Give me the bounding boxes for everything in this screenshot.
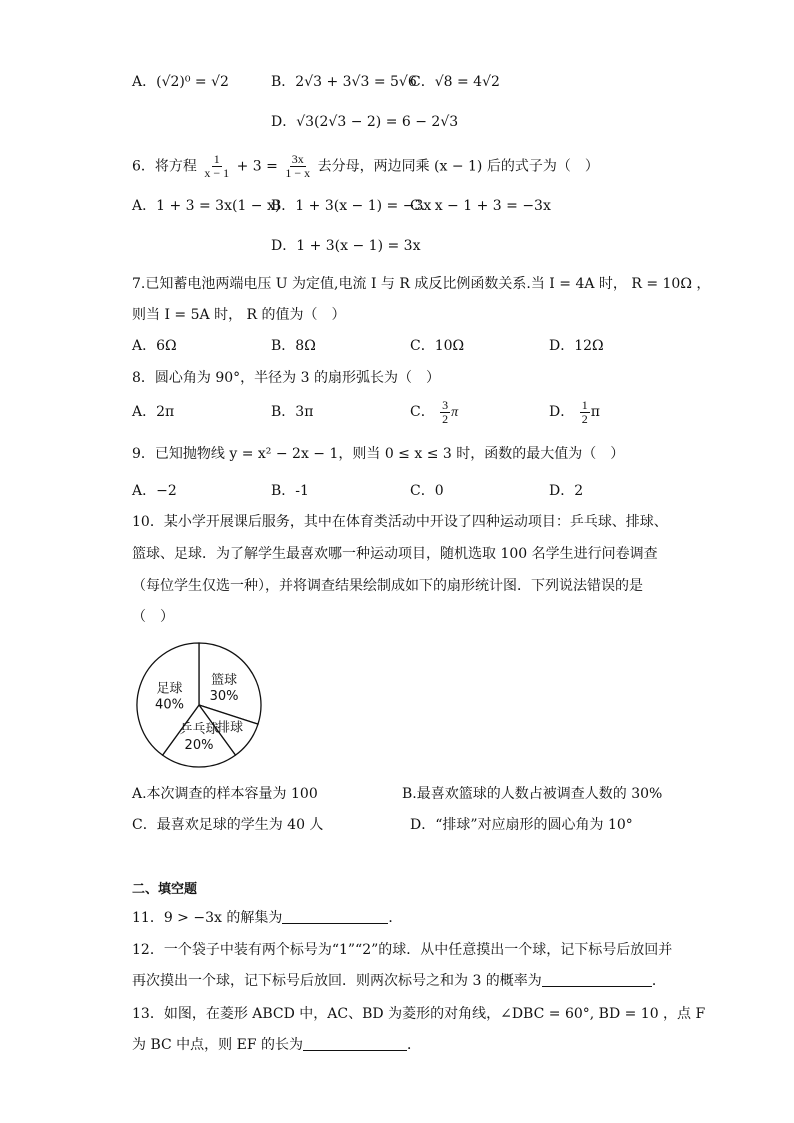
- q8-d-pi: π: [590, 404, 600, 420]
- q9-option-a: A．−2: [132, 483, 177, 499]
- q8-c-label: C．: [410, 404, 435, 420]
- q9-option-d: D．2: [549, 483, 584, 499]
- pie-label-3: 足球: [156, 681, 183, 697]
- q5-option-d: D．√3(2√3 − 2) = 6 − 2√3: [271, 114, 459, 130]
- q7-option-a: A．6Ω: [132, 338, 177, 354]
- q8-c-num: 3: [442, 397, 449, 412]
- q9-option-b: B．-1: [271, 483, 309, 499]
- q5-option-c: C．√8 = 4√2: [410, 74, 500, 90]
- pie-value-2: 20%: [184, 738, 214, 753]
- q6-fraction-2: [283, 153, 312, 180]
- q7-option-c: C．10Ω: [410, 338, 465, 354]
- q6-option-b: B．1 + 3(x − 1) = −3x: [271, 198, 432, 214]
- q13-line1: 13．如图，在菱形 ABCD 中，AC、BD 为菱形的对角线，∠DBC = 60°, BD = 10 ，点 F: [132, 1006, 706, 1022]
- q6-frac1-num: 1: [213, 152, 220, 166]
- q8-d-den: 2: [581, 411, 588, 426]
- q9-stem: 9．已知抛物线 y = x² − 2x − 1，则当 0 ≤ x ≤ 3 时，函数的最大值为（ ）: [132, 446, 625, 462]
- q6-frac1-den: x − 1: [204, 166, 230, 180]
- q6-option-a: A．1 + 3 = 3x(1 − x): [132, 198, 281, 214]
- q13-answer-blank[interactable]: [303, 1036, 407, 1051]
- q6-frac2-den: 1 − x: [285, 166, 311, 180]
- q12-answer-blank[interactable]: [542, 972, 652, 987]
- q8-option-c: [410, 397, 458, 428]
- q8-c-den: 2: [442, 411, 449, 426]
- q6-mid: + 3 =: [236, 158, 278, 175]
- q10-option-b: B.最喜欢篮球的人数占被调查人数的 30%: [402, 786, 663, 802]
- q5-option-b: B．2√3 + 3√3 = 5√6: [271, 74, 417, 90]
- q6-stem: [132, 153, 599, 180]
- pie-value-3: 40%: [155, 697, 184, 713]
- q10-stem-line2: 篮球、足球．为了解学生最喜欢哪一种运动项目，随机选取 100 名学生进行问卷调查: [132, 546, 658, 562]
- q12-line1: 12．一个袋子中装有两个标号为“1”“2”的球．从中任意摸出一个球，记下标号后放回并: [132, 942, 673, 958]
- q10-stem-line3: （每位学生仅选一种），并将调查结果绘制成如下的扇形统计图．下列说法错误的是: [132, 578, 643, 594]
- q13-end: ．: [407, 1037, 421, 1053]
- q10-stem-line4: （ ）: [132, 609, 174, 625]
- q6-prefix: 6．将方程: [132, 158, 197, 175]
- q8-c-fraction: [440, 399, 450, 426]
- q7-option-d: D．12Ω: [549, 338, 604, 354]
- q8-c-pi: π: [451, 405, 459, 420]
- q8-d-num: 1: [581, 397, 588, 412]
- q8-option-b: B．3π: [271, 404, 314, 420]
- q8-option-d: [549, 397, 600, 427]
- q10-option-a: A.本次调查的样本容量为 100: [132, 786, 318, 802]
- q8-d-label: D．: [549, 404, 575, 420]
- pie-label-1: 排球: [217, 720, 244, 736]
- q10-stem-line1: 10．某小学开展课后服务，其中在体育类活动中开设了四种运动项目：乒乓球、排球、: [132, 514, 668, 530]
- q11: [132, 908, 402, 928]
- q8-d-fraction: [580, 399, 590, 426]
- q11-text: 11．9 > −3x 的解集为: [132, 910, 283, 926]
- pie-value-0: 30%: [209, 688, 239, 704]
- q8-option-a: A．2π: [132, 404, 175, 420]
- q9-option-c: C．0: [410, 483, 444, 499]
- q12-end: ．: [651, 973, 666, 989]
- q11-answer-blank[interactable]: [282, 909, 388, 924]
- q12-line2-wrap: [132, 971, 666, 991]
- q7-option-b: B．8Ω: [271, 338, 316, 354]
- pie-chart: [134, 639, 264, 771]
- q12-line2: 再次摸出一个球，记下标号后放回．则两次标号之和为 3 的概率为: [132, 973, 542, 989]
- section-heading: 二、填空题: [132, 882, 198, 897]
- q5-option-a: A．(√2)⁰ = √2: [132, 74, 229, 90]
- q6-fraction-1: [202, 153, 231, 180]
- pie-label-0: 篮球: [211, 672, 238, 688]
- q7-stem-line1: 7.已知蓄电池两端电压 U 为定值,电流 I 与 R 成反比例函数关系.当 I = 4A 时， R = 10Ω ，: [132, 276, 711, 292]
- q8-stem: 8．圆心角为 90°，半径为 3 的扇形弧长为（ ）: [132, 370, 440, 386]
- q6-option-d: D．1 + 3(x − 1) = 3x: [271, 238, 421, 254]
- q6-frac2-num: 3x: [291, 152, 304, 166]
- q10-option-d: D．“排球”对应扇形的圆心角为 10°: [410, 817, 633, 833]
- q13-line2-wrap: [132, 1035, 421, 1055]
- q10-option-c: C．最喜欢足球的学生为 40 人: [132, 817, 324, 833]
- q6-option-c: C．x − 1 + 3 = −3x: [410, 198, 551, 214]
- q6-suffix: 去分母，两边同乘 (x − 1) 后的式子为（ ）: [317, 158, 599, 175]
- q11-end: ．: [388, 910, 403, 926]
- pie-label-2: 乒乓球: [179, 722, 219, 737]
- q7-stem-line2: 则当 I = 5A 时， R 的值为（ ）: [132, 307, 346, 323]
- q13-line2: 为 BC 中点，则 EF 的长为: [132, 1037, 303, 1053]
